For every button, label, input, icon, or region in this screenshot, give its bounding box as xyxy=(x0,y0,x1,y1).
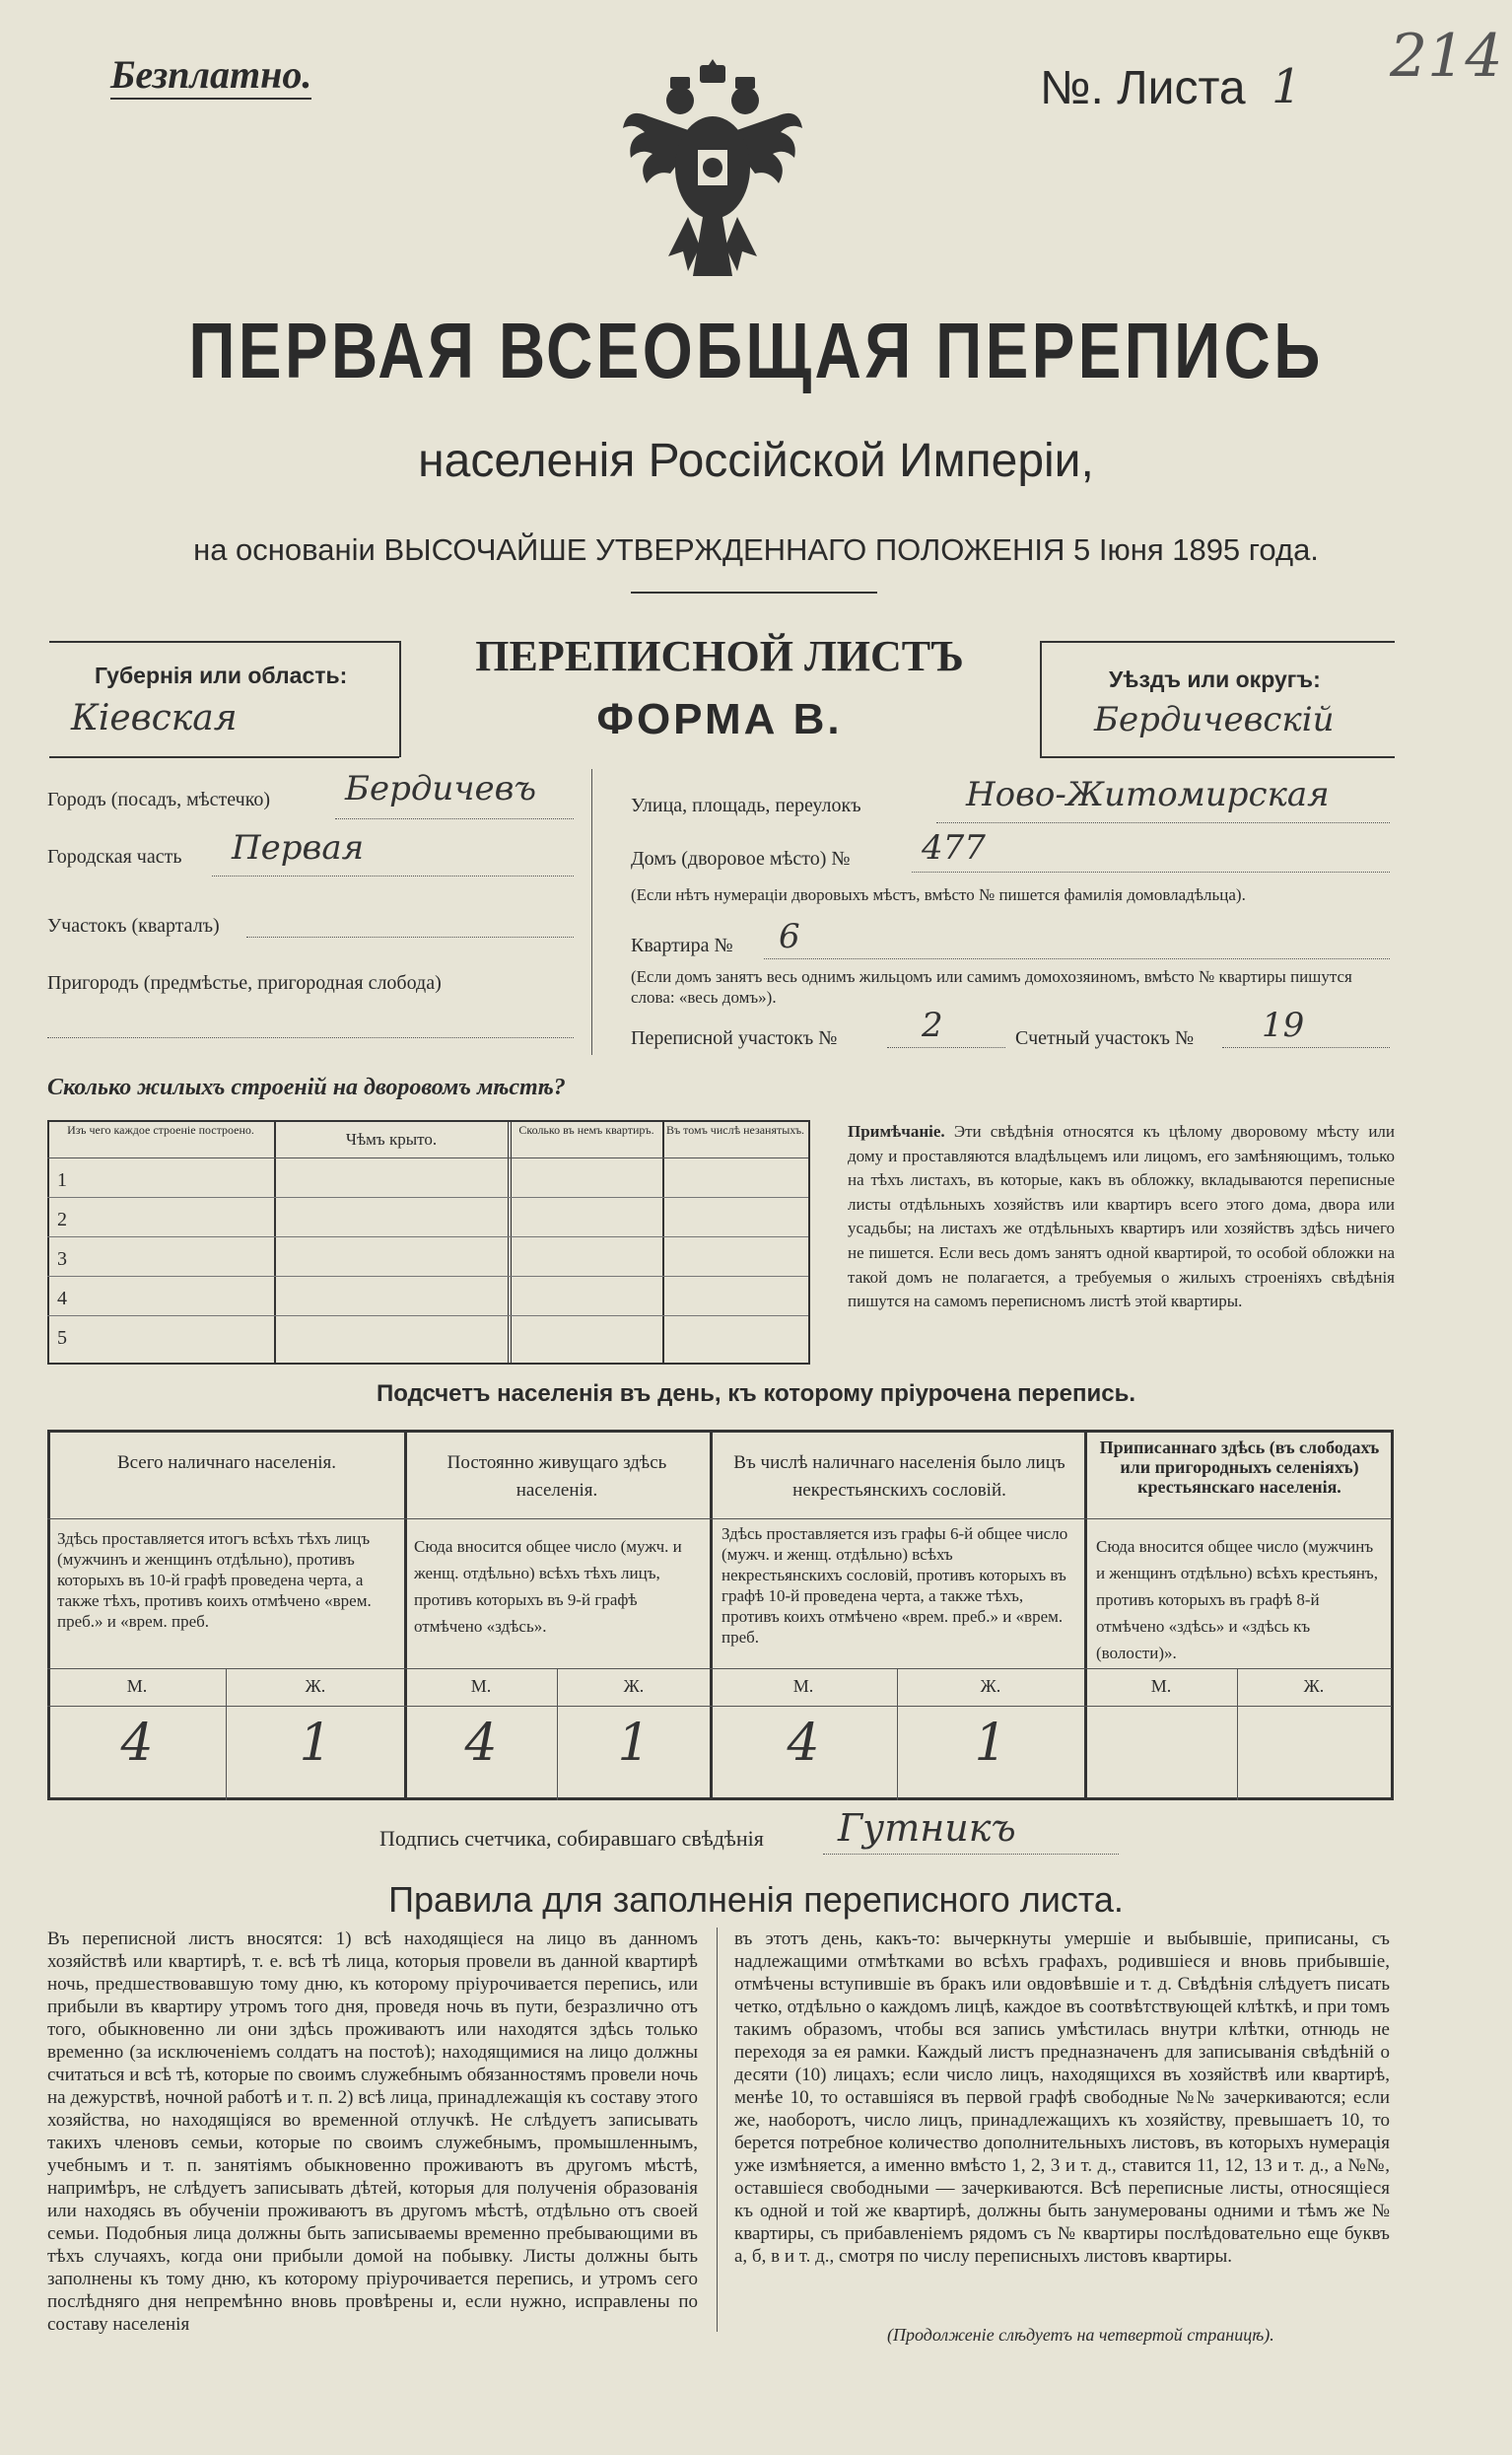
apartment-label: Квартира № xyxy=(631,935,733,956)
tally-m-label: М. xyxy=(1150,1676,1172,1696)
tally-head-total: Всего наличнаго населенія. xyxy=(116,1452,337,1473)
tally-head-peasant: Приписаннаго здѣсь (въ слободахъ или пригородныхъ селеніяхъ) крестьянскаго населенія. xyxy=(1099,1438,1380,1497)
note-text: Эти свѣдѣнія относятся къ цѣлому дворовому мѣсту или дому и проставляются владѣльцемъ или лицомъ, его замѣняющимъ, только на тѣхъ листахъ, въ которые, какъ въ обложку, вкладываются переписные листы отдѣльныхъ хозяйствъ или квартиръ всего этого дома, двора или усадьбы; на листахъ же отдѣльныхъ квартиръ или хозяйствъ здѣсь ничего не пишется. Если весь домъ занятъ одной квартирой, то особой обложки на такой домъ не полагается, а требуемыя о жилыхъ строеніяхъ свѣдѣнія пишутся на самомъ переписномъ листѣ этой квартиры. xyxy=(848,1122,1395,1311)
house-label: Домъ (дворовое мѣсто) № xyxy=(631,848,851,870)
rules-title: Правила для заполненія переписного листа. xyxy=(388,1879,1124,1920)
census-subtitle: населенія Россійской Имперіи, xyxy=(418,435,1094,487)
tally-f-label: Ж. xyxy=(1303,1676,1325,1696)
district-label: Городская часть xyxy=(47,846,182,868)
city-label: Городъ (посадъ, мѣстечко) xyxy=(47,789,271,810)
precinct-label: Участокъ (кварталъ) xyxy=(47,915,220,937)
buildings-row: 2 xyxy=(57,1209,67,1230)
guberniya-value: Кіевская xyxy=(71,698,238,738)
tally-m-label: М. xyxy=(792,1676,814,1696)
city-value: Бердичевъ xyxy=(345,769,537,808)
imperial-eagle-icon xyxy=(619,59,806,296)
count-area-value: 19 xyxy=(1262,1006,1305,1045)
apartment-note: (Если домъ занятъ весь однимъ жильцомъ или самимъ домохозяиномъ, вмѣсто № квартиры пишутся слова: «весь домъ»). xyxy=(631,967,1352,1007)
tally-f-label: Ж. xyxy=(980,1676,1001,1696)
buildings-note xyxy=(848,1120,1395,1314)
tally-m-label: М. xyxy=(470,1676,492,1696)
form-title: ПЕРЕПИСНОЙ ЛИСТЪ xyxy=(475,632,964,680)
buildings-header-apartments: Сколько въ немъ квартиръ. xyxy=(518,1123,654,1137)
house-value: 477 xyxy=(922,828,986,868)
street-label: Улица, площадь, переулокъ xyxy=(631,795,861,816)
buildings-row: 3 xyxy=(57,1248,67,1270)
census-basis: на основаніи ВЫСОЧАЙШЕ УТВЕРЖДЕННАГО ПОЛОЖЕНІЯ 5 Іюня 1895 года. xyxy=(193,532,1319,567)
rules-left-column: Въ переписной листъ вносятся: 1) всѣ находящіеся на лицо въ данномъ хозяйствѣ или квартирѣ, т. е. всѣ тѣ лица, которыя провели въ данной квартирѣ ночь, предшествовавшую тому дню, къ которому пріурочивается перепись, или прибыли въ квартиру утромъ того дня, проведя ночь въ пути, безразлично отъ того, обыкновенно ли они здѣсь проживаютъ или находятся здѣсь только временно (за исключеніемъ солдатъ на постоѣ); находящимися на лицо должны считаться и всѣ тѣ, которые по своимъ служебнымъ обязанностямъ провели ночь на дежурствѣ, ночной работѣ и т. п. 2) всѣ лица, принадлежащія къ составу этого хозяйства, но находящіяся во временной отлучкѣ. Не слѣдуетъ записывать такихъ членовъ семьи, которые по своимъ служебнымъ, промышленнымъ, учебнымъ и т. п. занятіямъ обыкновенно проживаютъ въ другомъ мѣстѣ, напримѣръ, не слѣдуетъ записывать дѣтей, которыя для полученія образованія или находясь въ обученіи проживаютъ въ другомъ мѣстѣ, отдѣльно отъ своей семьи. Подобныя лица должны быть записываемы временно пребывающими въ тѣхъ случаяхъ, когда они прибыли домой на побывку. Листы должны быть заполнены къ тому дню, къ которому пріурочивается перепись, и утромъ сего послѣдняго дня непремѣнно вновь провѣрены и, если нужно, исправлены по составу населенія xyxy=(47,1929,698,2335)
uezd-label: Уѣздъ или округъ: xyxy=(1109,666,1321,692)
note-label: Примѣчаніе. xyxy=(848,1122,945,1141)
tally-total-m: 4 xyxy=(120,1714,154,1773)
tally-f-label: Ж. xyxy=(305,1676,326,1696)
census-area-label: Переписной участокъ № xyxy=(631,1027,838,1049)
tally-resident-f: 1 xyxy=(617,1714,651,1773)
tally-f-label: Ж. xyxy=(623,1676,645,1696)
archive-number: 214 xyxy=(1390,22,1503,91)
buildings-header-roof: Чѣмъ крыто. xyxy=(345,1130,438,1149)
census-area-value: 2 xyxy=(922,1006,943,1045)
tally-desc-peasant: Сюда вносится общее число (мужчинъ и женщинъ отдѣльно) всѣхъ крестьянъ, противъ которыхъ въ графѣ 8-й отмѣчено «здѣсь» и «здѣсь къ (волости)». xyxy=(1096,1537,1378,1662)
guberniya-label: Губернія или область: xyxy=(95,663,348,688)
buildings-row: 5 xyxy=(57,1327,67,1349)
tally-nonpeasant-f: 1 xyxy=(974,1714,1007,1773)
buildings-question: Сколько жилыхъ строеній на дворовомъ мѣстѣ? xyxy=(47,1075,566,1100)
buildings-header-material: Изъ чего каждое строеніе построено. xyxy=(67,1123,254,1137)
district-value: Первая xyxy=(232,828,365,868)
house-note: (Если нѣтъ нумераціи дворовыхъ мѣстъ, вмѣсто № пишется фамилія домовладѣльца). xyxy=(631,885,1246,904)
form-name: ФОРМА В. xyxy=(596,695,843,743)
census-title: ПЕРВАЯ ВСЕОБЩАЯ ПЕРЕПИСЬ xyxy=(188,307,1324,394)
tally-resident-m: 4 xyxy=(464,1714,498,1773)
tally-desc-total: Здѣсь проставляется итогъ всѣхъ тѣхъ лицъ (мужчинъ и женщинъ отдѣльно), противъ которыхъ въ 10-й графѣ проведена черта, а также тѣхъ, противъ коихъ отмѣчено «врем. преб.» и «врем. преб. xyxy=(57,1529,372,1631)
count-area-label: Счетный участокъ № xyxy=(1015,1027,1195,1049)
uezd-value: Бердичевскій xyxy=(1094,700,1335,739)
street-value: Ново-Житомирская xyxy=(966,775,1330,814)
apartment-value: 6 xyxy=(779,917,800,956)
tally-nonpeasant-m: 4 xyxy=(787,1714,820,1773)
buildings-row: 4 xyxy=(57,1288,67,1309)
suburb-label: Пригородъ (предмѣстье, пригородная слобода) xyxy=(47,972,442,994)
tally-title: Подсчетъ населенія въ день, къ которому пріурочена перепись. xyxy=(377,1380,1135,1407)
tally-desc-resident: Сюда вносится общее число (мужч. и женщ. отдѣльно) всѣхъ тѣхъ лицъ, противъ которыхъ въ 9-й графѣ отмѣчено «здѣсь». xyxy=(414,1537,682,1636)
tally-m-label: М. xyxy=(126,1676,148,1696)
tally-desc-nonpeasant: Здѣсь проставляется изъ графы 6-й общее число (мужч. и женщ. отдѣльно) всѣхъ некрестьянскихъ сословій, противъ которыхъ въ графѣ 10-й проведена черта, а также тѣхъ, противъ коихъ отмѣчено «врем. преб.» и «врем. преб. xyxy=(722,1524,1068,1647)
rules-right-column: въ этотъ день, какъ-то: вычеркнуты умершіе и выбывшіе, приписаны, съ надлежащими отмѣтками во всѣхъ графахъ, родившіеся и вновь прибывшіе, отмѣчены вступившіе въ бракъ или овдовѣвшіе и т. д. Свѣдѣнія слѣдуетъ писать четко, отдѣльно о каждомъ лицѣ, каждое въ соотвѣтствующей клѣткѣ, и при томъ такимъ образомъ, чтобы вся запись умѣстилась внутри клѣтки, отнюдь не переходя за ея рамки. Каждый листъ предназначенъ для записыванія свѣдѣній о десяти (10) лицахъ; если число лицъ, находящихся въ хозяйствѣ или квартирѣ, менѣе 10, то оставшіяся въ первой графѣ свободные №№ зачеркиваются; если же, наоборотъ, число лицъ, принадлежащихъ къ хозяйству, превышаетъ 10, то берется потребное количество дополнительныхъ листовъ, въ которыхъ нумерація уже измѣняется, а именно вмѣсто 1, 2, 3 и т. д., ставится 11, 12, 13 и т. д., а №№, оставшіеся свободными — зачеркиваются. Всѣ переписные листы, относящіеся къ одной и той же квартирѣ, должны быть занумерованы одними и тѣмъ же № квартиры, съ прибавленіемъ рядомъ съ № квартиры послѣдовательно еще буквъ а, б, в и т. д., смотря по числу переписныхъ листовъ квартиры. xyxy=(734,1929,1390,2267)
signature-value: Гутникъ xyxy=(838,1806,1016,1850)
tally-total-f: 1 xyxy=(299,1714,332,1773)
tally-head-resident: Постоянно живущаго здѣсь населенія. xyxy=(447,1452,667,1501)
buildings-header-vacant: Въ томъ числѣ незанятыхъ. xyxy=(665,1123,805,1137)
signature-label: Подпись счетчика, собиравшаго свѣдѣнія xyxy=(379,1826,764,1851)
buildings-row: 1 xyxy=(57,1169,67,1191)
free-label: Безплатно. xyxy=(110,51,311,100)
sheet-number-label: №. Листа xyxy=(1040,62,1246,114)
tally-head-nonpeasant: Въ числѣ наличнаго населенія было лицъ некрестьянскихъ сословій. xyxy=(733,1452,1065,1501)
sheet-number-value: 1 xyxy=(1271,59,1302,114)
rules-continued: (Продолженіе слѣдуетъ на четвертой страницѣ). xyxy=(887,2325,1274,2345)
